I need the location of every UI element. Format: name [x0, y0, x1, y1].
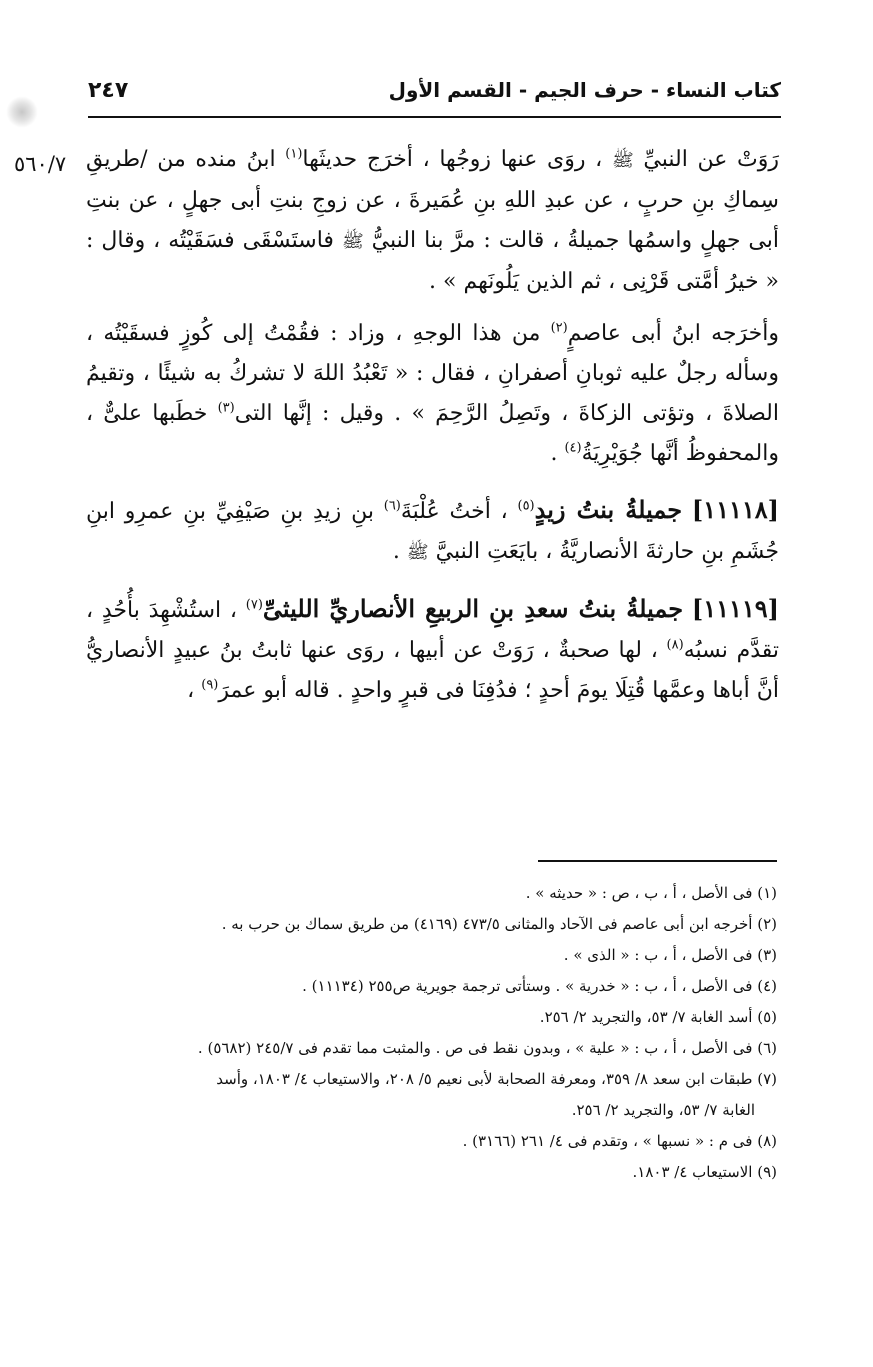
text-run: ، لها صحبةٌ ، رَوَتْ عن أبيها ، روَى عنها ثابتُ بنُ عبيدٍ الأنصاريُّ أنَّ أباها وعمَّها قُتِلَا يومَ أحدٍ ؛ فدُفِنَا فى قبرٍ واحدٍ . قاله أبو عمرَ	[86, 638, 779, 703]
side-reference: ٥٦٠/٧	[14, 152, 67, 176]
text-run: ، أختُ عُلْبَةَ	[400, 499, 508, 524]
text-run: ،	[187, 678, 195, 703]
footnote-5: (٥) أسد الغابة ٧/ ٥٣، والتجريد ٢/ ٢٥٦.	[539, 1008, 777, 1026]
footnote-continuation: الغابة ٧/ ٥٣، والتجريد ٢/ ٢٥٦.	[571, 1101, 755, 1119]
text-run: بنِ زيدِ بنِ صَيْفِيِّ بنِ عمرِو ابنِ جُشَمِ بنِ حارثةَ الأنصاريَّةُ ، بايَعَتِ النبيَّ	[86, 499, 779, 564]
footnote-mark: (٨)	[666, 637, 684, 653]
text-run: ، استُشْهِدَ بأُحُدٍ ، تقدَّم نسبُه	[86, 598, 780, 663]
entry-number: [١١١١٩]	[691, 594, 780, 623]
paragraph-1	[86, 140, 779, 302]
footnote-9: (٩) الاستيعاب ٤/ ١٨٠٣.	[632, 1163, 777, 1181]
entry-name: جميلةُ بنتُ سعدِ بنِ الربيعِ الأنصاريِّ الليثىِّ	[262, 594, 684, 623]
footnote-mark: (٤)	[564, 440, 582, 456]
footnote-rule	[538, 860, 777, 862]
footnote-4: (٤) فى الأصل ، أ ، ب : « خدرية » . وستأتى ترجمة جويرية ص٢٥٥ (١١١٣٤) .	[302, 977, 777, 995]
footnote-mark: (٥)	[517, 498, 535, 514]
footnote-6: (٦) فى الأصل ، أ ، ب : « علية » ، وبدون نقط فى ص . والمثبت مما تقدم فى ٢٤٥/٧ (٥٦٨٢) .	[197, 1039, 777, 1057]
entry-11118	[86, 490, 779, 573]
text-run: ، روَى عنها زوجُها ، أخرَج حديثَها	[302, 147, 603, 172]
paragraph-2	[86, 314, 779, 474]
footnote-8: (٨) فى م : « نسبها » ، وتقدم فى ٤/ ٢٦١ (٣١٦٦) .	[462, 1132, 777, 1150]
salla-glyph: ﷺ	[341, 231, 364, 252]
scan-smudge	[6, 96, 38, 128]
salla-glyph: ﷺ	[611, 150, 634, 171]
footnote-mark: (٣)	[217, 400, 235, 416]
entry-11119	[86, 589, 779, 711]
footnote-7: (٧) طبقات ابن سعد ٨/ ٣٥٩، ومعرفة الصحابة لأبى نعيم ٥/ ٢٠٨، والاستيعاب ٤/ ١٨٠٣، وأسد	[216, 1070, 777, 1088]
text-run: رَوَتْ عن النبيِّ	[643, 147, 780, 172]
text-run: « خيرُ أمَّتى قَرْنِى ، ثم الذين يَلُونَهم » .	[429, 269, 779, 294]
entry-name: جميلةُ بنتُ زيدٍ	[534, 495, 683, 524]
header-rule	[88, 116, 781, 118]
text-run: خطَبها علىٌّ ، والمحفوظُ أنَّها جُوَيْرِيَةُ	[86, 401, 779, 466]
text-run: من هذا الوجهِ ، وزاد : فقُمْتُ إلى كُوزٍ فسقَيْتُه ، وسأله رجلٌ عليه ثوبانِ أصفرانِ ، فقال : « تَعْبُدُ اللهَ لا تشركُ به شيئًا ، وتقيمُ الصلاةَ ، وتؤتى الزكاةَ ، وتَصِلُ الرَّحِمَ » . وقيل : إنَّها التى	[86, 321, 779, 426]
footnote-mark: (٩)	[201, 677, 219, 693]
footnote-3: (٣) فى الأصل ، أ ، ب : « الذى » .	[563, 946, 777, 964]
entry-number: [١١١١٨]	[691, 495, 779, 524]
page-number: ٢٤٧	[88, 77, 129, 103]
footnote-mark: (٦)	[383, 498, 401, 514]
footnote-2: (٢) أخرجه ابن أبى عاصم فى الآحاد والمثانى ٤٧٣/٥ (٤١٦٩) من طريق سماك بن حرب به .	[221, 915, 777, 933]
footnote-mark: (١)	[285, 146, 303, 162]
text-run: فاستَسْقَى فسَقَيْتُه ، وقال :	[86, 228, 334, 253]
footnote-1: (١) فى الأصل ، أ ، ب ، ص : « حديثه » .	[525, 884, 777, 902]
text-run: أبى جهلٍ واسمُها جميلةُ ، قالت : مرَّ بنا النبيُّ	[371, 228, 780, 253]
footnote-mark: (٢)	[550, 320, 568, 336]
text-run: سِماكِ بنِ حربٍ ، عن عبدِ اللهِ بنِ عُمَيرةَ ، عن زوجِ بنتِ أبى جهلٍ ، عن بنتِ	[86, 188, 779, 213]
text-run: وأخرَجه ابنُ أبى عاصمٍ	[567, 321, 779, 346]
footnotes	[92, 878, 777, 1188]
salla-glyph: ﷺ	[406, 542, 429, 563]
text-run: ابنُ منده من /طريقِ	[86, 147, 276, 172]
text-run: .	[550, 441, 558, 466]
footnote-7-continued	[92, 1095, 777, 1126]
main-text	[86, 140, 779, 723]
header-title: كتاب النساء - حرف الجيم - القسم الأول	[388, 78, 781, 102]
running-header	[88, 72, 781, 108]
footnote-mark: (٧)	[245, 597, 263, 613]
text-run: .	[392, 539, 400, 564]
